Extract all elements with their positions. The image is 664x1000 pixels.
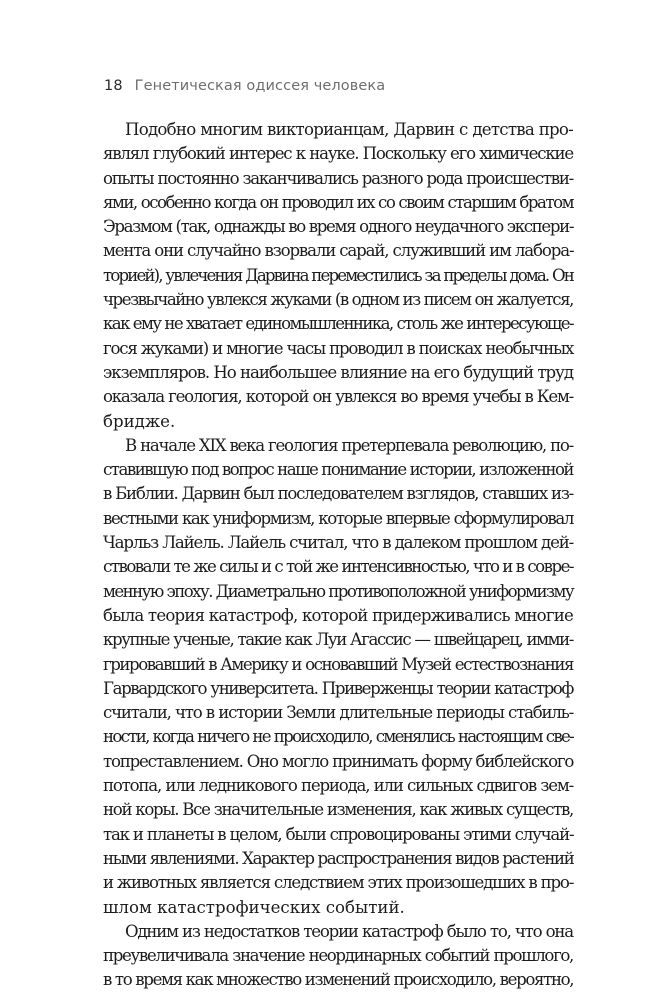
book-title: Генетическая одиссея человека: [134, 78, 386, 94]
paragraph-2-line-2: ставившую под вопрос наше понимание истории, изложенной: [103, 460, 573, 480]
paragraph-2-line-17: так и планеты в целом, были спровоцированы этими случай-: [103, 824, 574, 844]
paragraph-2-line-18: ными явлениями. Характер распространения видов растений: [103, 848, 574, 868]
paragraph-1-line-2: являл глубокий интерес к науке. Поскольку его химические: [103, 144, 573, 164]
paragraph-1-line-7: торией), увлечения Дарвина переместились за пределы дома. Он: [103, 265, 573, 285]
paragraph-2-line-14: топреставлением. Оно могло принимать форму библейского: [103, 751, 574, 771]
paragraph-1-line-9: как ему не хватает единомышленника, столь же интересующе-: [103, 314, 573, 334]
paragraph-2-line-8: была теория катастроф, которой придерживались многие: [103, 605, 573, 625]
paragraph-2-line-15: потопа, или ледникового периода, или сильных сдвигов зем-: [103, 776, 573, 796]
page-number: 18: [104, 78, 123, 94]
paragraph-2-line-19: и животных является следствием этих произошедших в про-: [103, 873, 574, 893]
paragraph-1-line-10: гося жуками) и многие часы проводил в поисках необычных: [103, 338, 574, 358]
paragraph-2-line-16: ной коры. Все значительные изменения, как живых существ,: [103, 800, 573, 820]
paragraph-3-line-2: преувеличивала значение неординарных событий прошлого,: [103, 946, 573, 966]
paragraph-2-line-6: ствовали те же силы и с той же интенсивностью, что и в совре-: [103, 557, 573, 577]
paragraph-1-line-6: мента они случайно взорвали сарай, служивший им лабора-: [103, 241, 574, 261]
paragraph-2-line-12: считали, что в истории Земли длительные периоды стабиль-: [103, 703, 573, 723]
paragraph-2-line-9: крупные ученые, такие как Луи Агассис — швейцарец, имми-: [103, 630, 573, 650]
paragraph-1-line-11: экземпляров. Но наибольшее влияние на его будущий труд: [103, 362, 573, 382]
paragraph-2-line-1: В начале XIX века геология претерпевала революцию, по-: [125, 435, 573, 455]
paragraph-2-line-3: в Библии. Дарвин был последователем взглядов, ставших из-: [103, 484, 574, 504]
paragraph-1-line-4: ями, особенно когда он проводил их со своим старшим братом: [103, 192, 573, 212]
paragraph-1-line-3: опыты постоянно заканчивались разного рода происшестви-: [103, 168, 573, 188]
paragraph-2-line-20: шлом катастрофических событий.: [103, 897, 405, 917]
paragraph-1-line-5: Эразмом (так, однажды во время одного неудачного экспери-: [103, 217, 574, 237]
paragraph-2-line-4: вестными как униформизм, которые впервые сформулировал: [103, 508, 573, 528]
paragraph-2-line-7: менную эпоху. Диаметрально противоположной униформизму: [103, 581, 574, 601]
paragraph-1-line-13: бридже.: [103, 411, 176, 431]
body-text: [103, 118, 573, 993]
running-head: [104, 78, 385, 94]
paragraph-3-line-1: Одним из недостатков теории катастроф было то, что она: [125, 921, 573, 941]
paragraph-2-line-13: ности, когда ничего не происходило, сменялись настоящим све-: [103, 727, 573, 747]
paragraph-2-line-10: грировавший в Америку и основавший Музей естествознания: [103, 654, 573, 674]
paragraph-2-line-5: Чарльз Лайель. Лайель считал, что в далеком прошлом дей-: [103, 533, 574, 553]
paragraph-1-line-8: чрезвычайно увлекся жуками (в одном из писем он жалуется,: [103, 290, 573, 310]
paragraph-1-line-1: Подобно многим викторианцам, Дарвин с детства про-: [125, 120, 573, 139]
paragraph-2-line-11: Гарвардского университета. Приверженцы теории катастроф: [103, 678, 573, 698]
paragraph-1-line-12: оказала геология, которой он увлекся во время учебы в Кем-: [103, 387, 573, 407]
paragraph-3-line-3: в то время как множество изменений происходило, вероятно,: [103, 970, 574, 990]
